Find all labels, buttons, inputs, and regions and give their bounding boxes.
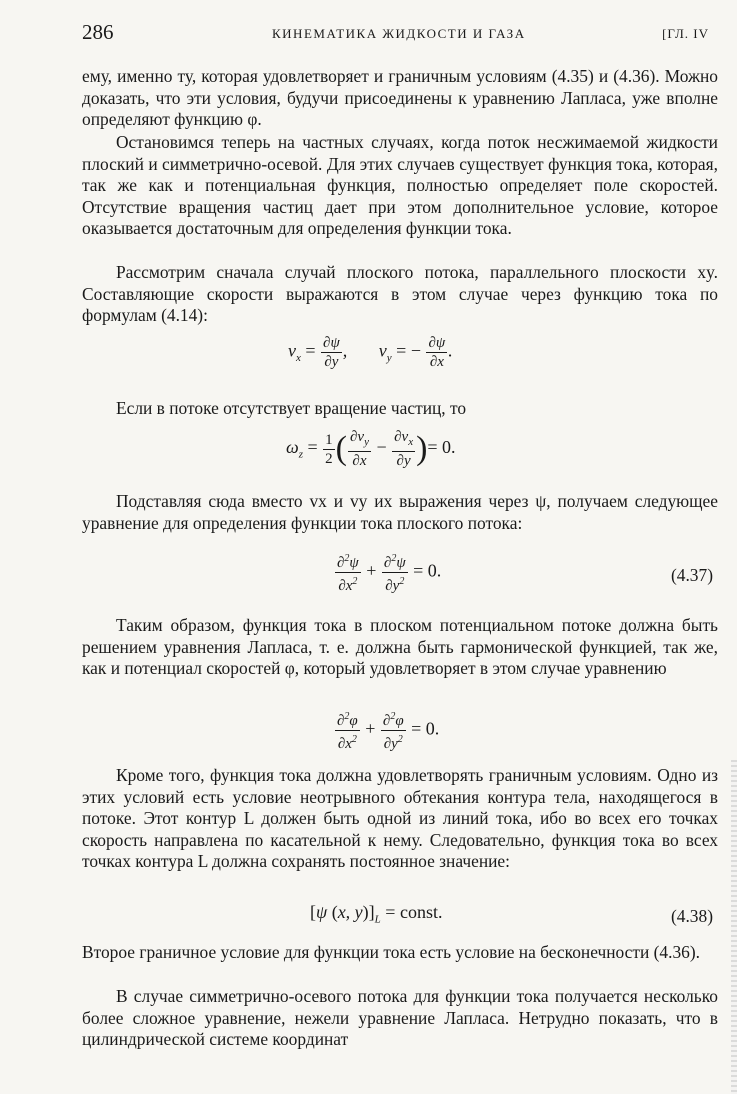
- paragraph-6: Таким образом, функция тока в плоском потенциальном потоке должна быть решением уравнения Лапласа, т. е. должна быть гармонической функцией, так же, как и потенциал скоростей φ, который удовлетворяет в этом случае уравнению: [82, 615, 718, 679]
- running-title: КИНЕМАТИКА ЖИДКОСТИ И ГАЗА: [272, 26, 526, 41]
- paragraph-5: Подставляя сюда вместо vx и vy их выражения через ψ, получаем следующее уравнение для определения функции тока плоского потока:: [82, 491, 718, 533]
- equation-velocity-components: $v_x$ = $\frac{\partial\psi}{\partial y}$ , $v_y$ = − $\frac{\partial\psi}{\partial x}$ .: [288, 335, 453, 370]
- chapter-label: [ГЛ. IV: [662, 26, 709, 41]
- paragraph-1: ему, именно ту, которая удовлетворяет и граничным условиям (4.35) и (4.36). Можно доказать, что эти условия, будучи присоединены к уравнению Лапласа, уже вполне определяют функцию φ.: [82, 66, 718, 130]
- scan-edge-shadow: [731, 760, 737, 1094]
- equation-laplace-phi: $\frac{\partial^2\varphi}{\partial x^2}$ + $\frac{\partial^2\varphi}{\partial y^2}$ = 0.: [334, 708, 439, 753]
- equation-laplace-psi: $\frac{\partial^2\psi}{\partial x^2}$ + $\frac{\partial^2\psi}{\partial y^2}$ = 0.: [334, 550, 441, 595]
- paragraph-8: Второе граничное условие для функции тока есть условие на бесконечности (4.36).: [82, 942, 700, 962]
- paragraph-4: Если в потоке отсутствует вращение частиц, то: [116, 398, 467, 418]
- equation-contour-condition: [ψ (x, $y)]_L$ = const.: [310, 902, 443, 926]
- const-label: const.: [399, 902, 443, 922]
- paragraph-2: Остановимся теперь на частных случаях, когда поток несжимаемой жидкости плоский и симметрично-осевой. Для этих случаев существует функция тока, которая, так же как и потенциальная функция, полностью определяет поле скоростей. Отсутствие вращения частиц дает при этом дополнительное условие, которое оказывается достаточным для определения функции тока.: [82, 132, 718, 239]
- equation-vorticity: $\omega_z$ = $\frac{1}{2}$ ( $\frac{\partial v_y}{\partial x}$ − $\frac{\partial v_x}{\partial y}$ )= 0.: [286, 429, 456, 469]
- equation-number-4-37: (4.37): [670, 565, 713, 585]
- running-header: [82, 20, 709, 44]
- page-number: 286: [82, 20, 114, 44]
- paragraph-9: В случае симметрично-осевого потока для функции тока получается несколько более сложное уравнение, нежели уравнение Лапласа. Нетрудно показать, что в цилиндрической системе координат: [82, 986, 718, 1050]
- paragraph-7: Кроме того, функция тока должна удовлетворять граничным условиям. Одно из этих условий есть условие неотрывного обтекания контура тела, находящегося в потоке. Этот контур L должен быть одной из линий тока, ибо во всех его точках скорость направлена по касательной к нему. Следовательно, функция тока во всех точках контура L должна сохранять постоянное значение:: [82, 765, 718, 872]
- equation-number-4-38: (4.38): [670, 906, 713, 926]
- paragraph-3: Рассмотрим сначала случай плоского потока, параллельного плоскости xy. Составляющие скорости выражаются в этом случае через функцию тока по формулам (4.14):: [82, 262, 718, 326]
